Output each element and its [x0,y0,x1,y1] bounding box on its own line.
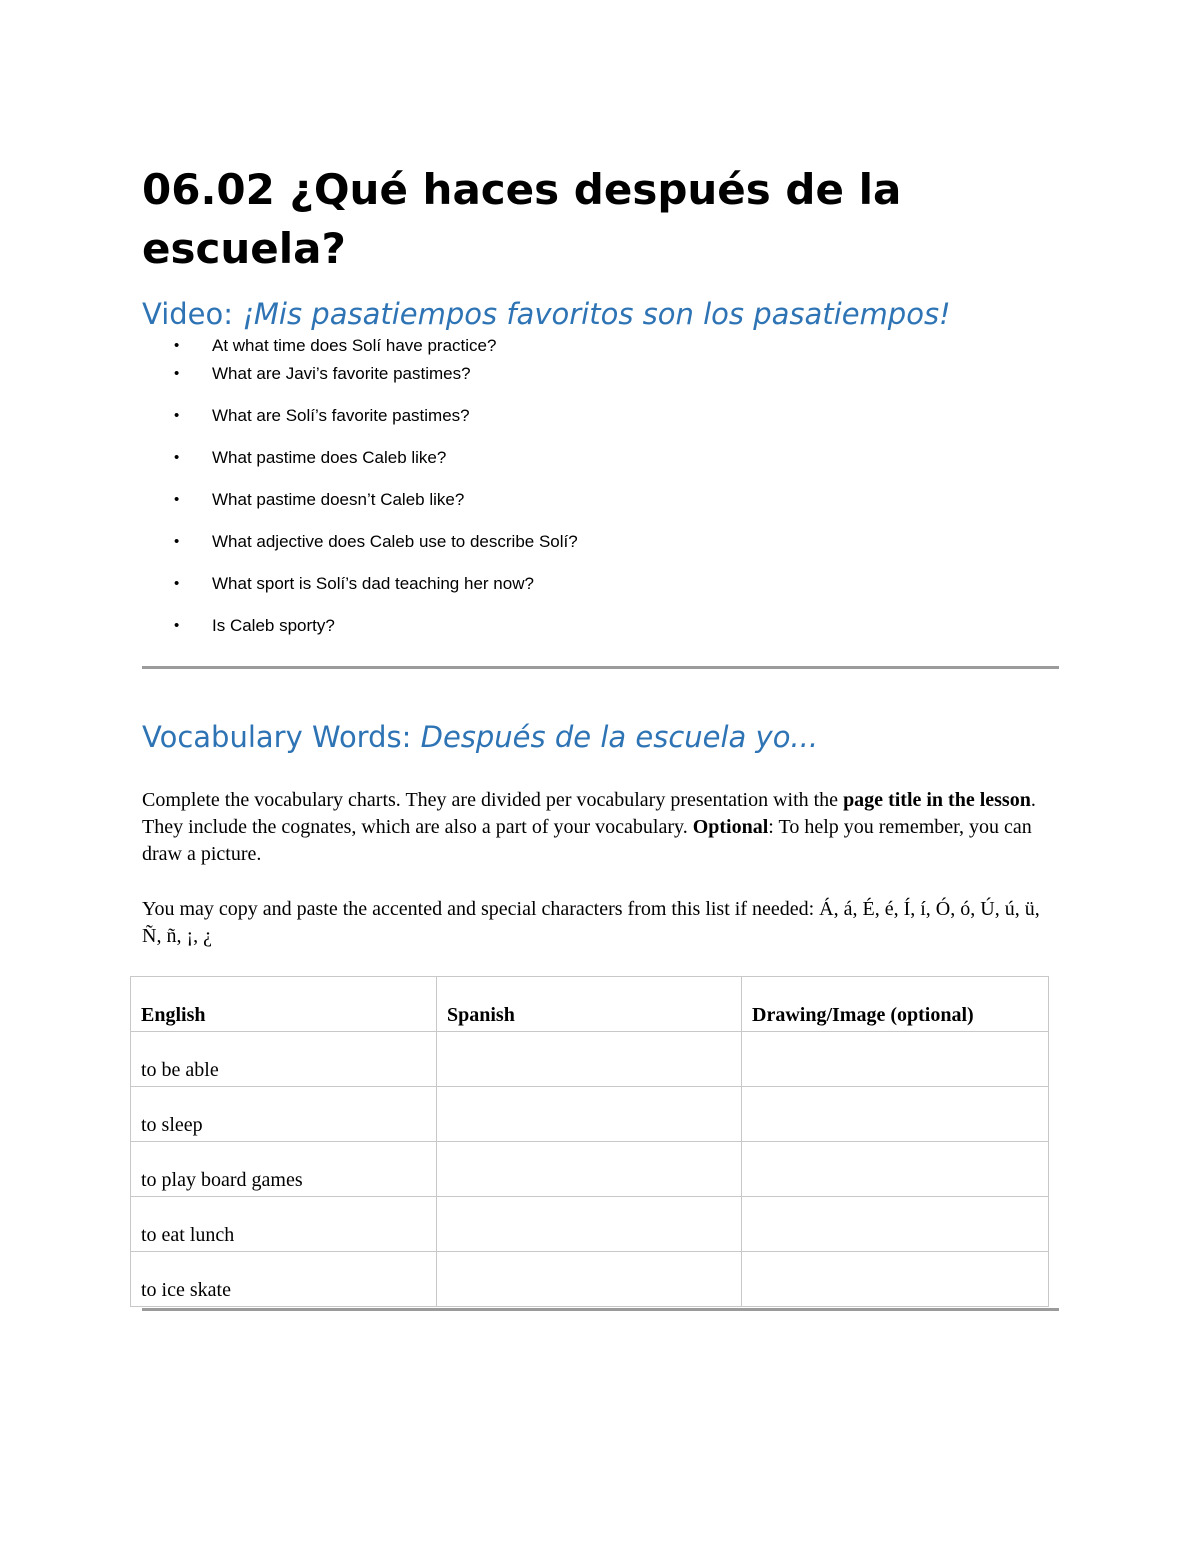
bullet-icon: • [174,365,180,382]
vocab-heading-title: Después de la escuela yo... [420,720,819,754]
video-section-heading [142,296,951,332]
drawing-cell[interactable] [742,1252,1049,1307]
instructions-part3: : To help you remember, you can draw a picture. [142,816,1032,865]
question-text: What pastime doesn’t Caleb like? [212,490,465,509]
video-heading-label: Video: [142,297,243,331]
vocab-heading-label: Vocabulary Words: [142,720,421,754]
instructions-part2: . They include the cognates, which are also a part of your vocabulary. [142,789,1036,838]
question-text: What are Solí’s favorite pastimes? [212,406,470,425]
header-spanish: Spanish [437,977,742,1032]
question-text: At what time does Solí have practice? [212,336,497,355]
video-heading-title: ¡Mis pasatiempos favoritos son los pasatiempos! [242,297,951,331]
drawing-cell[interactable] [742,1087,1049,1142]
question-text: Is Caleb sporty? [212,616,335,635]
header-english: English [131,977,437,1032]
english-cell: to play board games [131,1142,437,1197]
spanish-cell[interactable] [437,1252,742,1307]
drawing-cell[interactable] [742,1197,1049,1252]
instructions-part1: Complete the vocabulary charts. They are divided per vocabulary presentation with the [142,789,844,811]
table-row [131,1032,1049,1087]
table-row [131,1142,1049,1197]
instructions-bold-page-title: page title in the lesson [843,789,1031,811]
vocab-section-heading [142,719,818,755]
special-characters-note[interactable]: You may copy and paste the accented and special characters from this list if needed: Á, á, É, é, Í, í, Ó, ó, Ú, ú, ü, Ñ, ñ, ¡, ¿ [142,898,1040,947]
english-cell: to be able [131,1032,437,1087]
instructions-bold-optional: Optional [692,816,769,838]
bullet-icon: • [174,617,180,634]
english-cell: to sleep [131,1087,437,1142]
vocabulary-table [130,976,1049,1307]
drawing-cell[interactable] [742,1032,1049,1087]
table-row [131,1197,1049,1252]
question-text: What pastime does Caleb like? [212,448,447,467]
bullet-icon: • [174,533,180,550]
bullet-icon: • [174,449,180,466]
bullet-icon: • [174,407,180,424]
instructions-paragraph [142,787,1062,868]
question-text: What are Javi’s favorite pastimes? [212,364,471,383]
spanish-cell[interactable] [437,1087,742,1142]
table-bottom-divider [142,1308,1059,1311]
spanish-cell[interactable] [437,1142,742,1197]
question-text: What sport is Solí’s dad teaching her now? [212,574,534,593]
bullet-icon: • [174,575,180,592]
drawing-cell[interactable] [742,1142,1049,1197]
spanish-cell[interactable] [437,1032,742,1087]
page-title: 06.02 ¿Qué haces después de la escuela? [142,165,902,273]
table-row [131,1252,1049,1307]
bullet-icon: • [174,491,180,508]
table-header-row [131,977,1049,1032]
question-text: What adjective does Caleb use to describe Solí? [212,532,578,551]
header-drawing: Drawing/Image (optional) [742,977,1049,1032]
spanish-cell[interactable] [437,1197,742,1252]
english-cell: to ice skate [131,1252,437,1307]
table-row [131,1087,1049,1142]
bullet-icon: • [174,337,180,354]
horizontal-divider [142,666,1059,669]
english-cell: to eat lunch [131,1197,437,1252]
